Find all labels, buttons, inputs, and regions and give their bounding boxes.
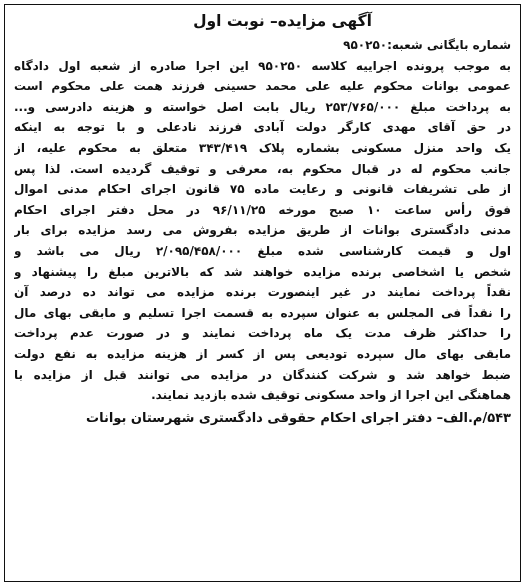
- notice-line: جانب محکوم له در قبال محکوم به، معرفی و توقیف گردیده است. لذا پس: [14, 161, 511, 176]
- notice-line: به موجب پرونده اجراییه کلاسه ۹۵۰۲۵۰ این اجرا صادره از شعبه اول دادگاه: [14, 58, 511, 73]
- notice-line: شماره بایگانی شعبه:۹۵۰۲۵۰: [343, 38, 511, 52]
- notice-line: به پرداخت مبلغ ۲۵۳/۷۶۵/۰۰۰ ریال بابت اصل خواسته و هزینه دادرسی و...: [14, 99, 511, 114]
- notice-title: آگهی مزایده– نوبت اول: [193, 12, 372, 30]
- notice-line: فوق رأس ساعت ۱۰ صبح مورخه ۹۶/۱۱/۲۵ در محل دفتر اجرای احکام: [14, 202, 511, 217]
- notice-line: در حق آقای مهدی کارگر دولت آبادی فرزند نادعلی و با توجه به اینکه: [14, 120, 511, 135]
- notice-footer: ۵۴۳/م.الف– دفتر اجرای احکام حقوقی دادگستری شهرستان بوانات: [86, 410, 511, 426]
- notice-line: را نقداً فی المجلس به عنوان سپرده به قسمت اجرا تسلیم و مابقی بهای مال: [14, 305, 511, 320]
- notice-line: یک واحد منزل مسکونی بشماره پلاک ۳۴۳/۴۱۹ متعلق به محکوم علیه، از: [14, 140, 511, 155]
- notice-frame: [4, 4, 521, 582]
- notice-line: را حداکثر ظرف مدت یک ماه پرداخت نمایند و در صورت عدم پرداخت: [14, 326, 511, 341]
- notice-line: از طی تشریفات قانونی و رعایت ماده ۷۵ قانون اجرای احکام مدنی اموال: [14, 182, 511, 197]
- notice-body: [14, 35, 511, 406]
- notice-line: اول و قیمت کارشناسی شده مبلغ ۲/۰۹۵/۴۵۸/۰۰۰ ریال می باشد و: [14, 243, 511, 258]
- notice-line: عمومی بوانات محکوم علیه علی محمد حسینی فرزند همت علی محکوم است: [14, 79, 511, 94]
- notice-line: شخص یا اشخاصی برنده مزایده خواهند شد که بالاترین مبلغ را پیشنهاد و: [14, 264, 511, 279]
- notice-line: مابقی بهای مال سپرده تودیعی پس از کسر از هزینه مزایده به نفع دولت: [14, 346, 511, 361]
- notice-line: ضبط خواهد شد و شرکت کنندگان در مزایده می توانند قبل از مزایده با: [14, 367, 511, 382]
- notice-line: هماهنگی این اجرا از واحد مسکونی توقیف شده بازدید نمایند.: [151, 388, 511, 403]
- notice-line: نقداً پرداخت نمایند در غیر اینصورت برنده مزایده می تواند ده درصد آن: [14, 285, 511, 300]
- notice-line: مدنی دادگستری بوانات از طریق مزایده بفروش می رسد مزایده برای بار: [14, 223, 511, 238]
